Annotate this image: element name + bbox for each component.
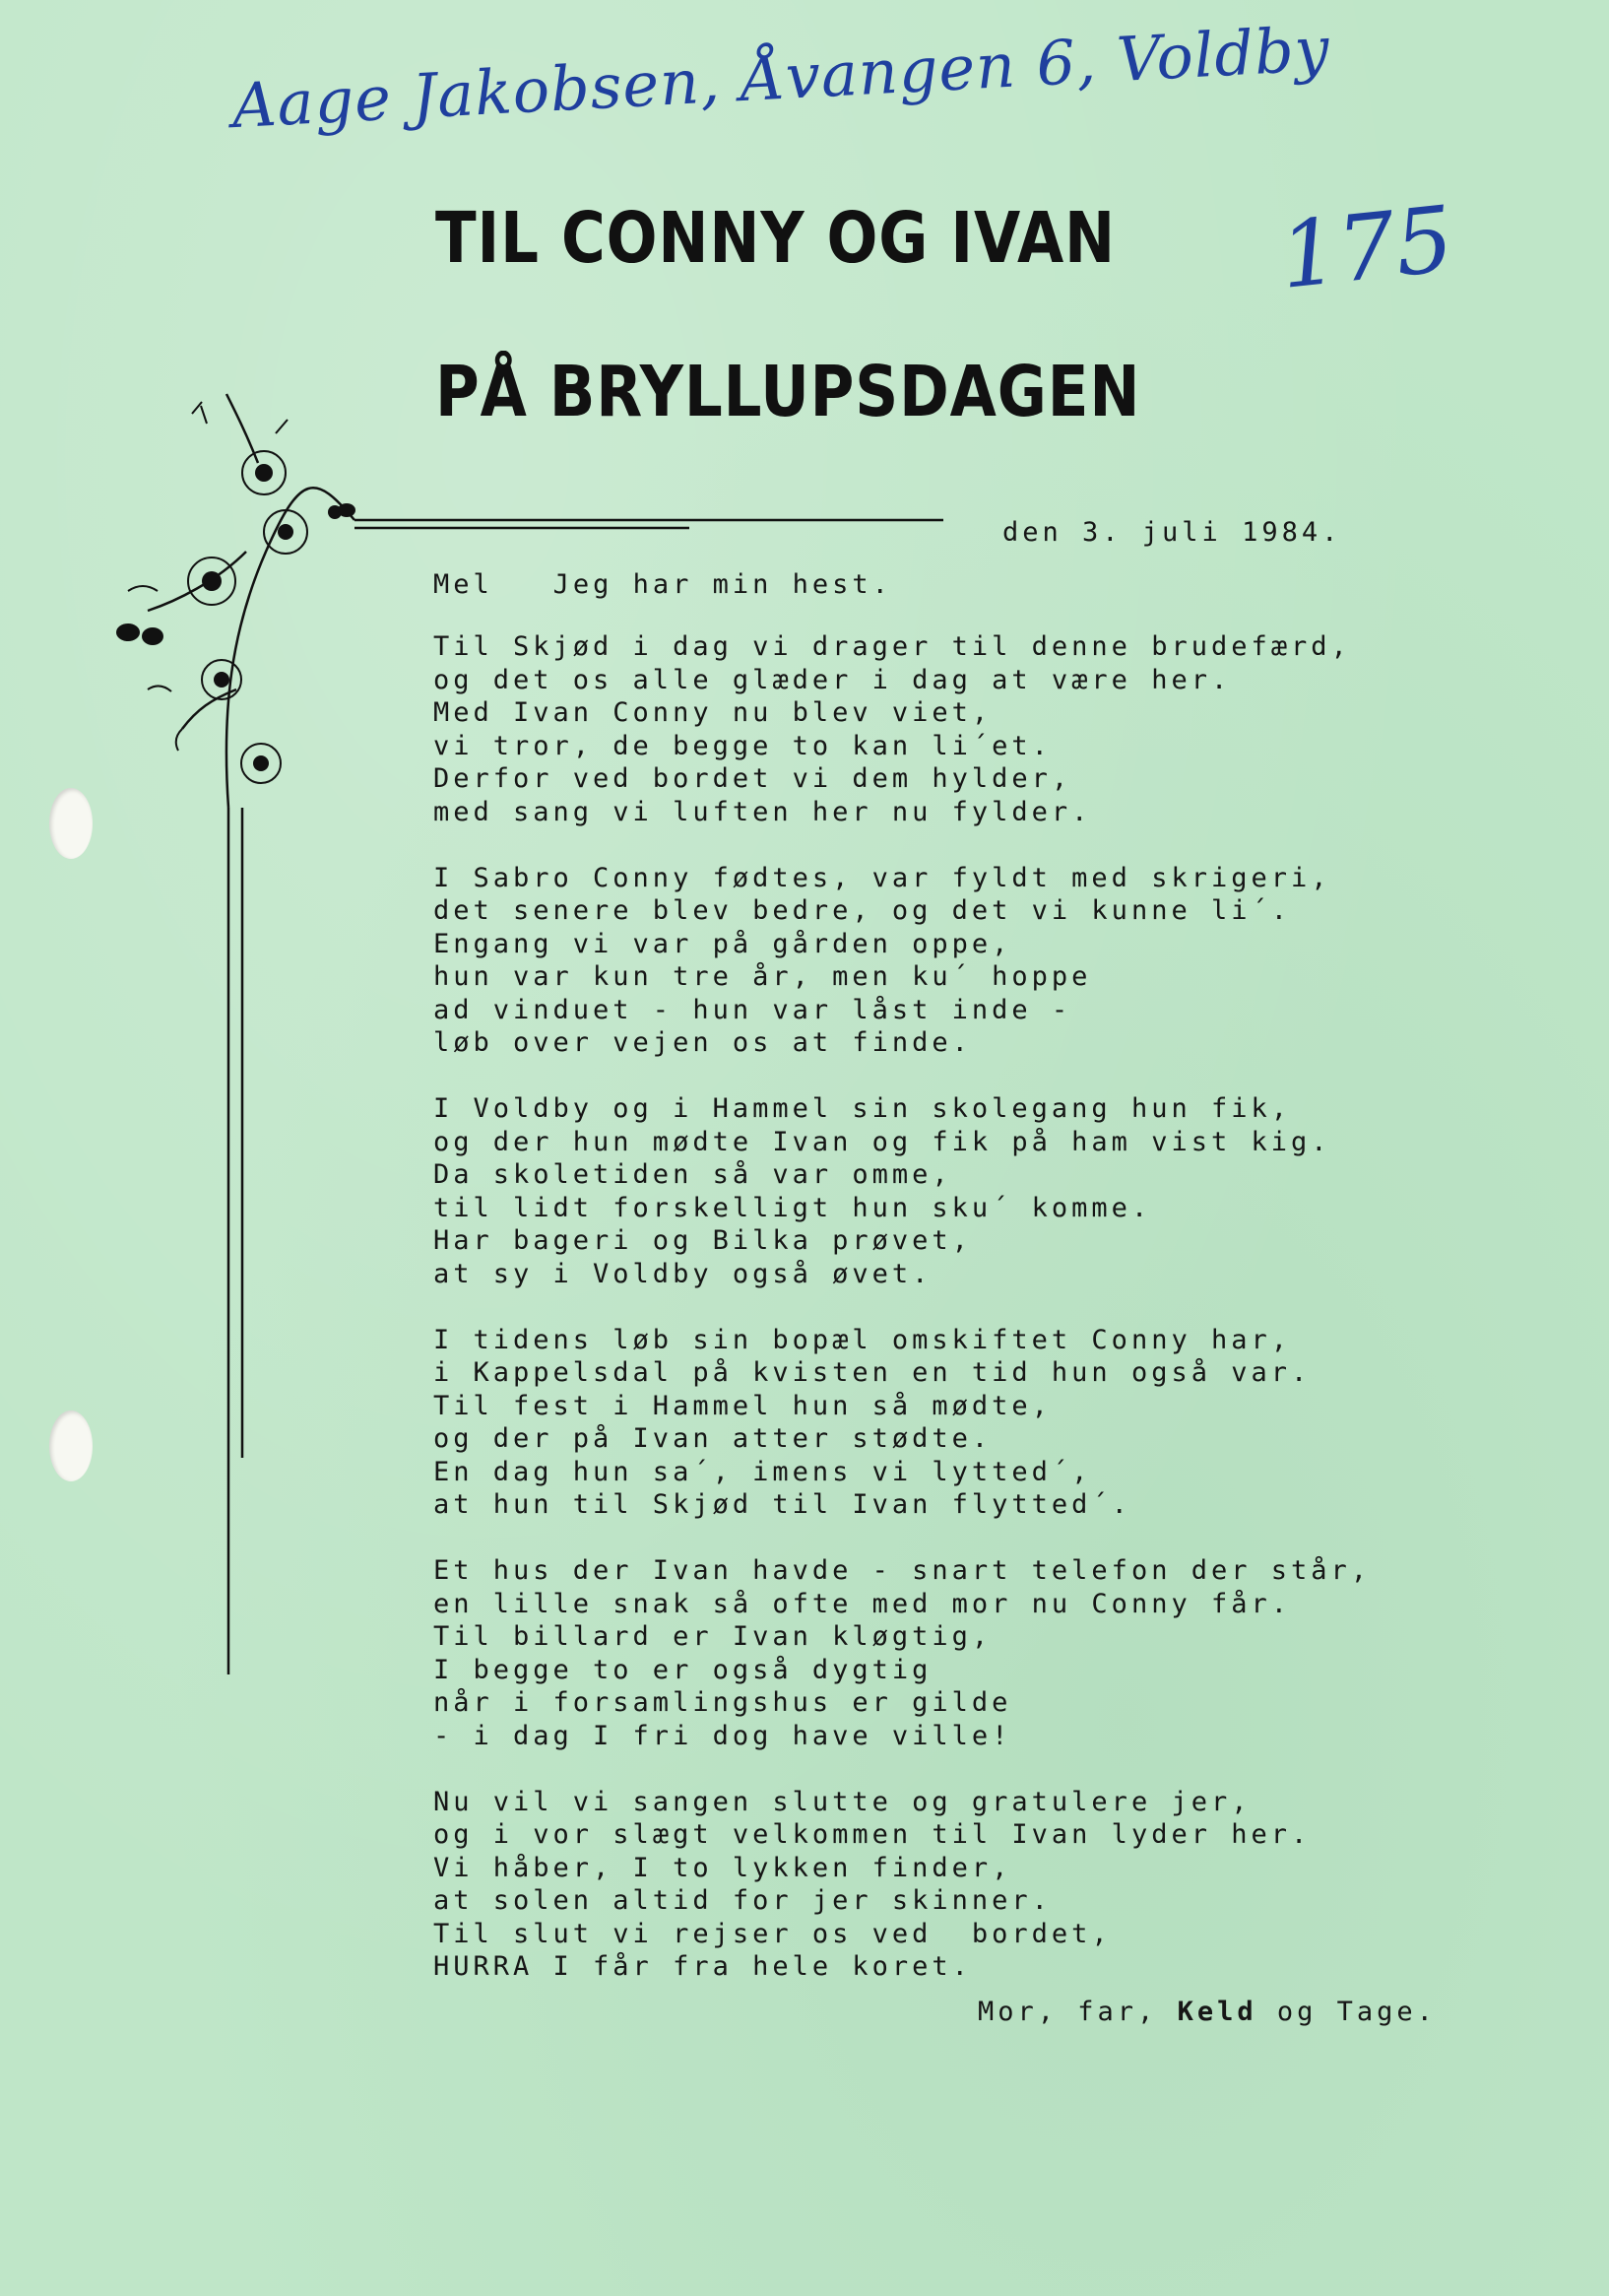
stanza-6: [433, 1786, 1371, 1984]
punch-hole: [49, 788, 93, 859]
poem-line: Da skoletiden så var omme,: [433, 1159, 952, 1190]
poem-line: Med Ivan Conny nu blev viet,: [433, 697, 993, 728]
poem-line: Til billard er Ivan kløgtig,: [433, 1621, 993, 1652]
poem-line: til lidt forskelligt hun sku´ komme.: [433, 1192, 1152, 1223]
poem-line: Derfor ved bordet vi dem hylder,: [433, 763, 1072, 794]
poem-line: En dag hun sa´, imens vi lytted´,: [433, 1456, 1092, 1487]
poem-line: Til slut vi rejser os ved bordet,: [433, 1918, 1112, 1949]
signature-bold-name: Keld: [1177, 1997, 1257, 2027]
poem-line: at solen altid for jer skinner.: [433, 1885, 1052, 1916]
poem-line: en lille snak så ofte med mor nu Conny får.: [433, 1588, 1291, 1619]
poem-line: med sang vi luften her nu fylder.: [433, 796, 1092, 827]
signature-before: Mor, far,: [978, 1997, 1178, 2027]
melody-tune: Jeg har min hest.: [552, 569, 892, 600]
date: den 3. juli 1984.: [1002, 517, 1342, 548]
signature-after: og Tage.: [1256, 1997, 1437, 2027]
poem-line: og i vor slægt velkommen til Ivan lyder her.: [433, 1819, 1312, 1850]
melody-label: Mel: [433, 569, 493, 600]
stanza-4: [433, 1324, 1371, 1522]
melody-reference: [433, 569, 892, 600]
poem-line: Til Skjød i dag vi drager til denne brudefærd,: [433, 631, 1351, 662]
handwritten-address: Aage Jakobsen, Åvangen 6, Voldby: [229, 12, 1332, 143]
poem-line: og der hun mødte Ivan og fik på ham vist kig.: [433, 1126, 1331, 1157]
poem-line: at hun til Skjød til Ivan flytted´.: [433, 1489, 1131, 1520]
poem-line: det senere blev bedre, og det vi kunne li´.: [433, 895, 1291, 926]
poem-line: Har bageri og Bilka prøvet,: [433, 1225, 972, 1256]
poem-line: HURRA I får fra hele koret.: [433, 1951, 972, 1982]
poem-line: ad vinduet - hun var låst inde -: [433, 994, 1072, 1025]
stanza-1: [433, 630, 1371, 828]
stanza-2: [433, 862, 1371, 1060]
poem-line: og det os alle glæder i dag at være her.: [433, 664, 1232, 695]
page-title-line-1: TIL CONNY OG IVAN: [435, 197, 1117, 279]
signature: [978, 1997, 1437, 2027]
poem-line: at sy i Voldby også øvet.: [433, 1258, 933, 1289]
poem-line: Engang vi var på gården oppe,: [433, 928, 1012, 959]
poem-line: I tidens løb sin bopæl omskiftet Conny har,: [433, 1324, 1291, 1355]
page-title-line-2: PÅ BRYLLUPSDAGEN: [435, 351, 1141, 432]
poem-line: hun var kun tre år, men ku´ hoppe: [433, 961, 1092, 992]
poem-line: I Voldby og i Hammel sin skolegang hun fik,: [433, 1093, 1291, 1124]
poem-line: vi tror, de begge to kan li´et.: [433, 730, 1052, 761]
handwritten-number: 175: [1274, 186, 1458, 309]
poem-line: Til fest i Hammel hun så mødte,: [433, 1390, 1052, 1421]
poem-line: Et hus der Ivan havde - snart telefon der står,: [433, 1555, 1372, 1586]
poem-line: - i dag I fri dog have ville!: [433, 1720, 1012, 1751]
poem-line: når i forsamlingshus er gilde: [433, 1687, 1012, 1718]
poem: [433, 630, 1371, 2016]
poem-line: i Kappelsdal på kvisten en tid hun også var.: [433, 1357, 1312, 1388]
poem-line: løb over vejen os at finde.: [433, 1027, 972, 1058]
poem-line: Vi håber, I to lykken finder,: [433, 1852, 1012, 1883]
poem-line: I begge to er også dygtig: [433, 1654, 933, 1685]
stanza-3: [433, 1092, 1371, 1290]
punch-hole: [49, 1410, 93, 1481]
poem-line: I Sabro Conny fødtes, var fyldt med skrigeri,: [433, 862, 1331, 893]
stanza-5: [433, 1554, 1371, 1752]
poem-line: Nu vil vi sangen slutte og gratulere jer,: [433, 1786, 1252, 1817]
poem-line: og der på Ivan atter stødte.: [433, 1423, 993, 1454]
